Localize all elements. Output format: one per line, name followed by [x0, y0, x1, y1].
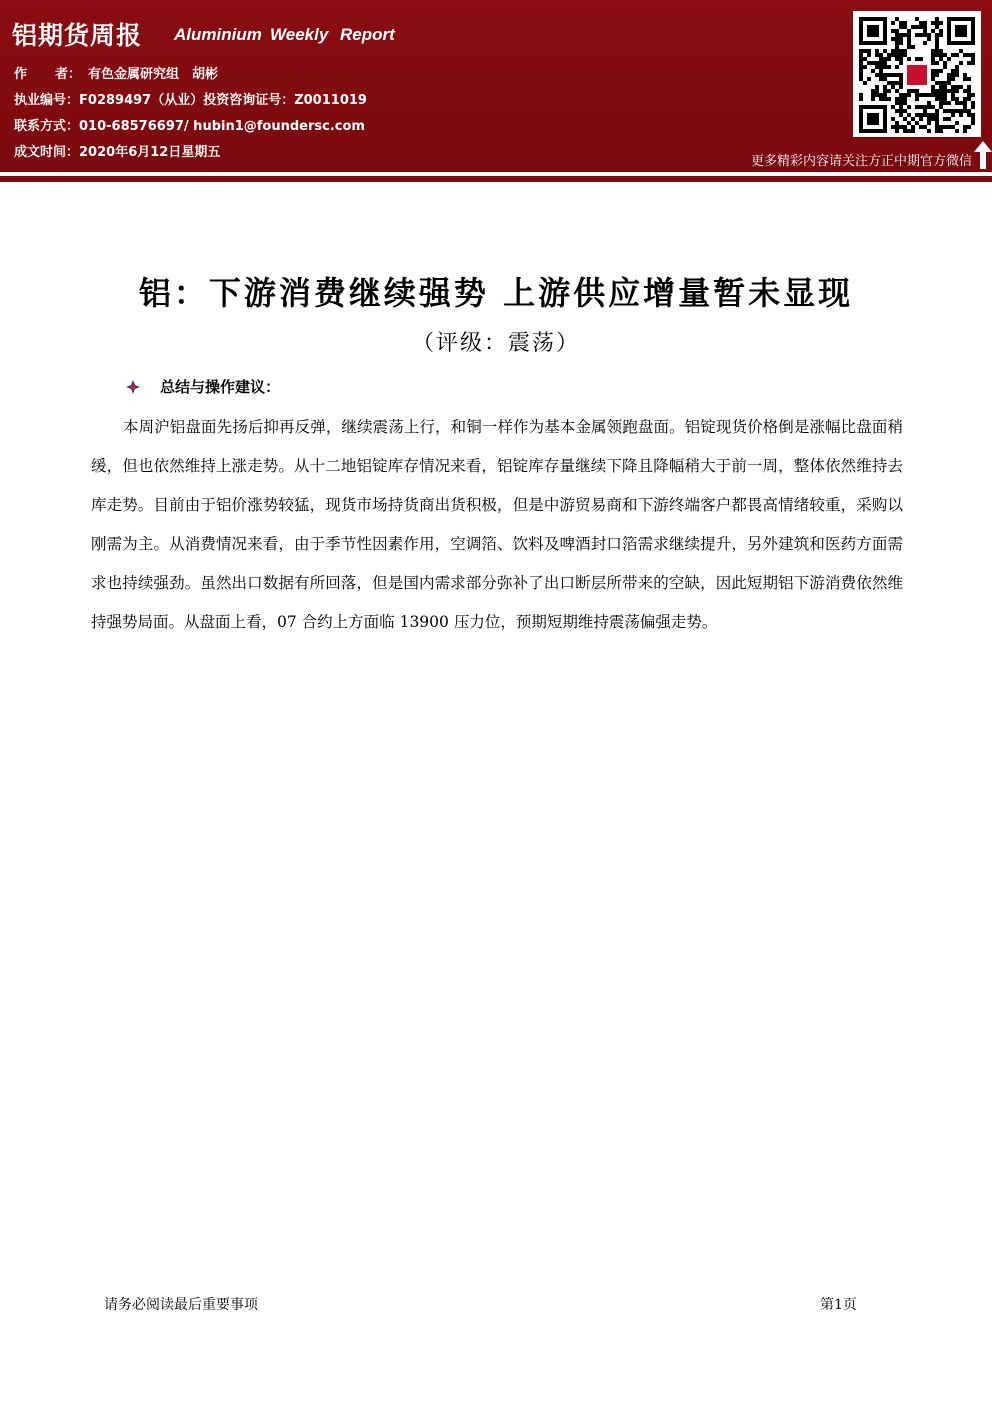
qr-code-graphic	[853, 11, 981, 137]
report-title-en-report: Report	[340, 25, 395, 44]
date-value: 2020年6月12日星期五	[79, 145, 221, 160]
arrow-up-icon	[974, 141, 992, 169]
footer-notice[interactable]: 请务必阅读最后重要事项	[104, 1297, 258, 1313]
contact-value[interactable]: 010-68576697/ hubin1@foundersc.com	[79, 119, 365, 134]
license-label: 执业编号：	[14, 93, 80, 108]
wechat-caption: 更多精彩内容请关注方正中期官方微信	[750, 154, 972, 169]
date-label: 成文时间：	[14, 145, 80, 160]
author-row	[14, 63, 218, 82]
date-row	[14, 141, 220, 160]
summary-paragraph: 本周沪铝盘面先扬后抑再反弹，继续震荡上行，和铜一样作为基本金属领跑盘面。铝锭现货价格倒是涨幅比盘面稍缓，但也依然维持上涨走势。从十二地铝锭库存情况来看，铝锭库存量继续下降且降幅稍大于前一周，整体依然维持去库走势。目前由于铝价涨势较猛，现货市场持货商出货积极，但是中游贸易商和下游终端客户都畏高情绪较重，采购以刚需为主。从消费情况来看，由于季节性因素作用，空调箔、饮料及啤酒封口箔需求继续提升，另外建筑和医药方面需求也持续强劲。虽然出口数据有所回落，但是国内需求部分弥补了出口断层所带来的空缺，因此短期铝下游消费依然维持强势局面。从盘面上看，07 合约上方面临 13900 压力位，预期短期维持震荡偏强走势。	[91, 418, 903, 631]
document-rating: （评级：震荡）	[411, 331, 580, 356]
footer-page-number: 第1页	[820, 1297, 857, 1313]
license-value: F0289497（从业）投资咨询证号：Z0011019	[79, 93, 367, 108]
section-heading-text: 总结与操作建议：	[160, 378, 281, 396]
report-title-cn: 铝期货周报	[12, 21, 143, 50]
section-heading	[126, 376, 280, 397]
contact-label: 联系方式：	[14, 119, 80, 134]
bullet-diamond-icon	[126, 380, 140, 394]
report-title-en-weekly: Weekly	[270, 25, 329, 44]
contact-row	[14, 115, 365, 134]
header-divider-red	[0, 176, 992, 182]
wechat-qr-code[interactable]	[853, 11, 981, 137]
author-label: 作 者：	[14, 67, 82, 82]
report-title-en-aluminium: Aluminium	[174, 25, 262, 44]
document-title: 铝：下游消费继续强势 上游供应增量暂未显现	[138, 274, 854, 312]
report-header	[0, 0, 992, 172]
license-row	[14, 89, 367, 108]
author-value: 有色金属研究组 胡彬	[88, 67, 219, 82]
